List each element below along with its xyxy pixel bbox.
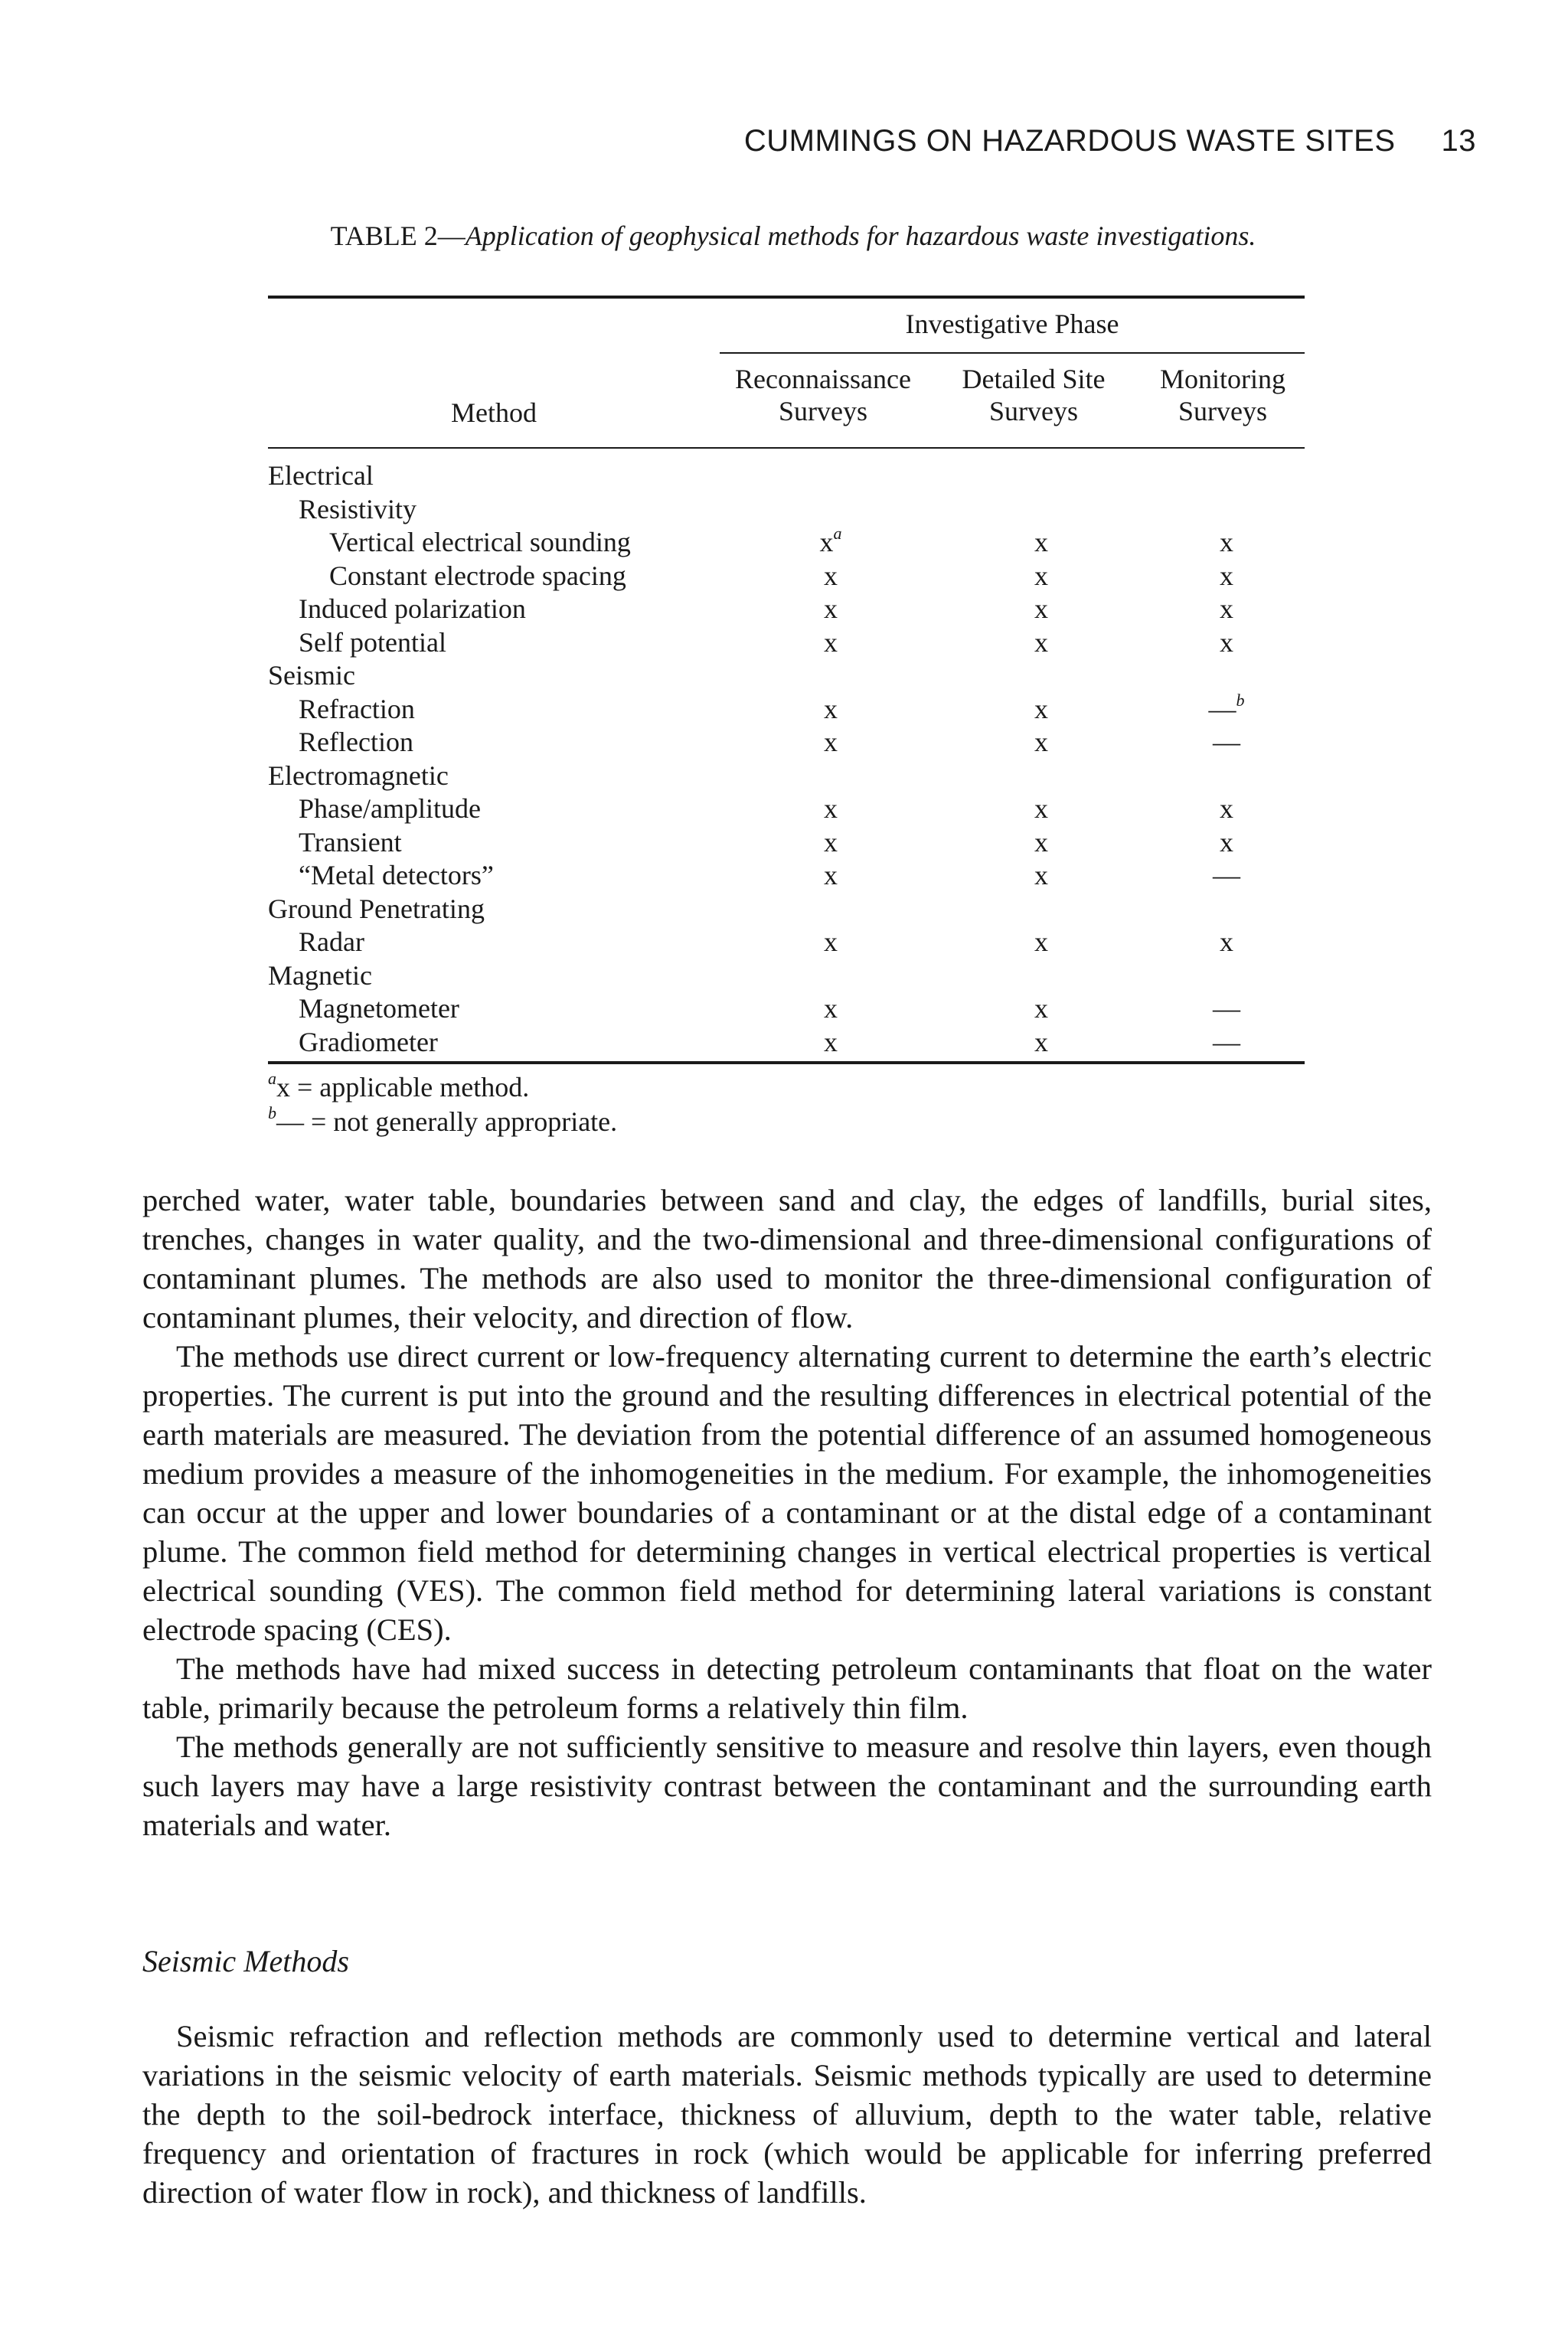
- applicability-mark: x: [824, 693, 838, 724]
- applicability-cell: [1148, 626, 1305, 660]
- applicability-mark: x: [824, 1026, 838, 1057]
- applicability-cell: [1148, 726, 1305, 760]
- applicability-cell: [1148, 760, 1305, 793]
- footnote-marker: a: [833, 524, 842, 543]
- applicability-cell: [1148, 792, 1305, 826]
- applicability-cell: [727, 959, 934, 993]
- table-caption: [273, 220, 1314, 253]
- applicability-mark: x: [824, 926, 838, 957]
- applicability-cell: [934, 659, 1148, 693]
- applicability-cell: [934, 626, 1148, 660]
- method-cell: Seismic: [268, 660, 355, 691]
- table-caption-text: Application of geophysical methods for hazardous waste investigations.: [465, 220, 1256, 251]
- table-row: [268, 693, 1305, 727]
- applicability-cell: [1148, 826, 1305, 860]
- applicability-cell: [727, 459, 934, 493]
- applicability-mark: x: [1034, 560, 1048, 591]
- applicability-cell: [727, 593, 934, 626]
- applicability-cell: [1148, 690, 1305, 727]
- page-number: 13: [1441, 124, 1476, 158]
- applicability-cell: [934, 893, 1148, 926]
- applicability-mark: x: [824, 826, 838, 858]
- applicability-cell: [1148, 1026, 1305, 1060]
- applicability-mark: x: [1034, 793, 1048, 824]
- applicability-cell: [1148, 459, 1305, 493]
- applicability-cell: [1148, 593, 1305, 626]
- table-row: [268, 792, 1305, 826]
- table-footnotes: [268, 1070, 617, 1139]
- applicability-mark: x: [1034, 626, 1048, 658]
- applicability-mark: x: [824, 860, 838, 890]
- method-cell: Electrical: [268, 460, 374, 491]
- applicability-mark: —: [1213, 860, 1240, 890]
- paragraph-4: The methods generally are not sufficiently sensitive to measure and resolve thin layers, even though such layers may have a large resistivity contrast between the contaminant and the surrounding earth materials and water.: [142, 1730, 1432, 1842]
- investigative-phase-header: Investigative Phase: [905, 309, 1119, 339]
- applicability-cell: [1148, 992, 1305, 1026]
- col-header-reconnaissance: Reconnaissance Surveys: [735, 364, 911, 427]
- table-row: [268, 560, 1305, 593]
- method-cell: “Metal detectors”: [299, 860, 494, 890]
- method-cell: Constant electrode spacing: [329, 560, 626, 591]
- applicability-cell: [934, 859, 1148, 893]
- table-row: [268, 1026, 1305, 1060]
- applicability-mark: —: [1213, 727, 1240, 757]
- paragraph-3: The methods have had mixed success in detecting petroleum contaminants that float on the water table, primarily because the petroleum forms a relatively thin film.: [142, 1651, 1432, 1725]
- footnote-b: $^b$— = not generally appropriate.: [268, 1103, 618, 1137]
- method-cell: Ground Penetrating: [268, 893, 485, 924]
- applicability-cell: [727, 526, 934, 560]
- applicability-mark: x: [1034, 527, 1048, 557]
- geophysical-methods-table: [268, 459, 1305, 1059]
- method-cell: Refraction: [299, 693, 415, 724]
- applicability-mark: x: [1034, 926, 1048, 957]
- applicability-mark: —: [1213, 1026, 1240, 1057]
- applicability-cell: [727, 992, 934, 1026]
- table-row: [268, 760, 1305, 793]
- table-bottom-rule: [268, 1061, 1305, 1064]
- applicability-cell: [934, 992, 1148, 1026]
- applicability-cell: [934, 693, 1148, 727]
- footnote-a: $^a$x = applicable method.: [268, 1069, 530, 1102]
- paragraph-1: perched water, water table, boundaries between sand and clay, the edges of landfills, burial sites, trenches, changes in water quality, and the two-dimensional and three-dimensional configurations of contaminant plumes. The methods are also used to monitor the three-dimensional configuration of contaminant plumes, their velocity, and direction of flow.: [142, 1183, 1432, 1334]
- table-row: [268, 959, 1305, 993]
- method-cell: Radar: [299, 926, 364, 957]
- col-header-monitoring: Monitoring Surveys: [1159, 364, 1285, 427]
- applicability-cell: [727, 1026, 934, 1060]
- section-heading: Seismic Methods: [142, 1944, 349, 1978]
- method-cell: Induced polarization: [299, 593, 526, 624]
- table-row: [268, 526, 1305, 560]
- running-head: [744, 124, 1476, 158]
- applicability-cell: [727, 659, 934, 693]
- applicability-cell: [934, 826, 1148, 860]
- applicability-cell: [934, 1026, 1148, 1060]
- applicability-cell: [934, 593, 1148, 626]
- phase-header-rule: [720, 352, 1305, 354]
- method-cell: Magnetometer: [299, 993, 459, 1024]
- applicability-cell: [727, 859, 934, 893]
- paragraph-2: The methods use direct current or low-frequency alternating current to determine the earth’s electric properties. The current is put into the ground and the resulting differences in electrical potential of the earth materials are measured. The deviation from the potential difference of an assumed homogeneous medium provides a measure of the inhomogeneities in the medium. For example, the inhomogeneities can occur at the upper and lower boundaries of a contaminant or at the distal edge of a contaminant plume. The common field method for determining changes in vertical electrical properties is vertical electrical sounding (VES). The common field method for determining lateral variations is constant electrode spacing (CES).: [142, 1339, 1432, 1647]
- method-cell: Self potential: [299, 626, 446, 658]
- applicability-mark: x: [1220, 926, 1233, 957]
- method-header: Method: [451, 397, 537, 428]
- applicability-mark: x: [1034, 826, 1048, 858]
- table-row: [268, 493, 1305, 527]
- table-row: [268, 726, 1305, 760]
- applicability-cell: [727, 826, 934, 860]
- applicability-mark: x: [1220, 826, 1233, 858]
- section-body: [142, 2017, 1432, 2212]
- applicability-cell: [1148, 493, 1305, 527]
- applicability-cell: [1148, 959, 1305, 993]
- applicability-mark: x: [1034, 693, 1048, 724]
- applicability-cell: [934, 959, 1148, 993]
- table-row: [268, 626, 1305, 660]
- method-cell: Gradiometer: [299, 1026, 438, 1057]
- applicability-cell: [727, 626, 934, 660]
- applicability-cell: [934, 526, 1148, 560]
- applicability-mark: x: [1034, 727, 1048, 757]
- applicability-cell: [1148, 560, 1305, 593]
- applicability-mark: —: [1213, 993, 1240, 1024]
- table-row: [268, 593, 1305, 626]
- table-body: [268, 459, 1305, 1059]
- method-cell: Transient: [299, 826, 402, 858]
- applicability-mark: x: [1220, 626, 1233, 658]
- applicability-mark: —: [1208, 693, 1236, 724]
- running-head-title: CUMMINGS ON HAZARDOUS WASTE SITES: [743, 124, 1396, 158]
- applicability-mark: x: [824, 793, 838, 824]
- applicability-cell: [934, 760, 1148, 793]
- table-caption-label: TABLE 2—: [330, 220, 466, 251]
- applicability-mark: x: [824, 993, 838, 1024]
- applicability-cell: [934, 493, 1148, 527]
- col-header-detailed-site: Detailed Site Surveys: [962, 364, 1106, 427]
- applicability-cell: [727, 560, 934, 593]
- applicability-mark: x: [1220, 560, 1233, 591]
- applicability-cell: [727, 792, 934, 826]
- applicability-cell: [934, 792, 1148, 826]
- applicability-mark: x: [819, 527, 834, 557]
- header-bottom-rule: [268, 447, 1305, 449]
- applicability-cell: [727, 493, 934, 527]
- body-text: [142, 1181, 1432, 1844]
- table-row: [268, 659, 1305, 693]
- table-row: [268, 926, 1305, 959]
- section-paragraph: Seismic refraction and reflection methods are commonly used to determine vertical and lateral variations in the seismic velocity of earth materials. Seismic methods typically are used to determine the depth to the soil-bedrock interface, thickness of alluvium, depth to the water table, relative frequency and orientation of fractures in rock (which would be applicable for inferring preferred direction of water flow in rock), and thickness of landfills.: [142, 2019, 1432, 2210]
- applicability-cell: [727, 893, 934, 926]
- applicability-cell: [934, 926, 1148, 959]
- method-cell: Vertical electrical sounding: [329, 527, 631, 557]
- table-row: [268, 992, 1305, 1026]
- applicability-mark: x: [824, 593, 838, 624]
- applicability-mark: x: [824, 727, 838, 757]
- footnote-marker: b: [1236, 690, 1245, 710]
- applicability-mark: x: [824, 560, 838, 591]
- applicability-mark: x: [1034, 993, 1048, 1024]
- applicability-mark: x: [1220, 593, 1233, 624]
- method-cell: Reflection: [299, 727, 413, 757]
- applicability-cell: [1148, 926, 1305, 959]
- applicability-cell: [1148, 859, 1305, 893]
- method-cell: Phase/amplitude: [299, 793, 481, 824]
- applicability-mark: x: [1220, 793, 1233, 824]
- table-row: [268, 459, 1305, 493]
- applicability-mark: x: [1034, 1026, 1048, 1057]
- applicability-cell: [727, 693, 934, 727]
- applicability-cell: [727, 760, 934, 793]
- table-row: [268, 826, 1305, 860]
- applicability-cell: [1148, 526, 1305, 560]
- applicability-cell: [934, 459, 1148, 493]
- applicability-cell: [1148, 893, 1305, 926]
- table-row: [268, 893, 1305, 926]
- applicability-mark: x: [824, 626, 838, 658]
- method-cell: Magnetic: [268, 959, 372, 991]
- applicability-mark: x: [1034, 860, 1048, 890]
- applicability-mark: x: [1034, 593, 1048, 624]
- applicability-cell: [1148, 659, 1305, 693]
- applicability-cell: [934, 726, 1148, 760]
- applicability-cell: [727, 926, 934, 959]
- method-cell: Resistivity: [299, 493, 417, 524]
- table-row: [268, 859, 1305, 893]
- applicability-cell: [727, 726, 934, 760]
- applicability-mark: x: [1220, 527, 1233, 557]
- table-top-rule: [268, 296, 1305, 299]
- applicability-cell: [934, 560, 1148, 593]
- method-cell: Electromagnetic: [268, 760, 449, 791]
